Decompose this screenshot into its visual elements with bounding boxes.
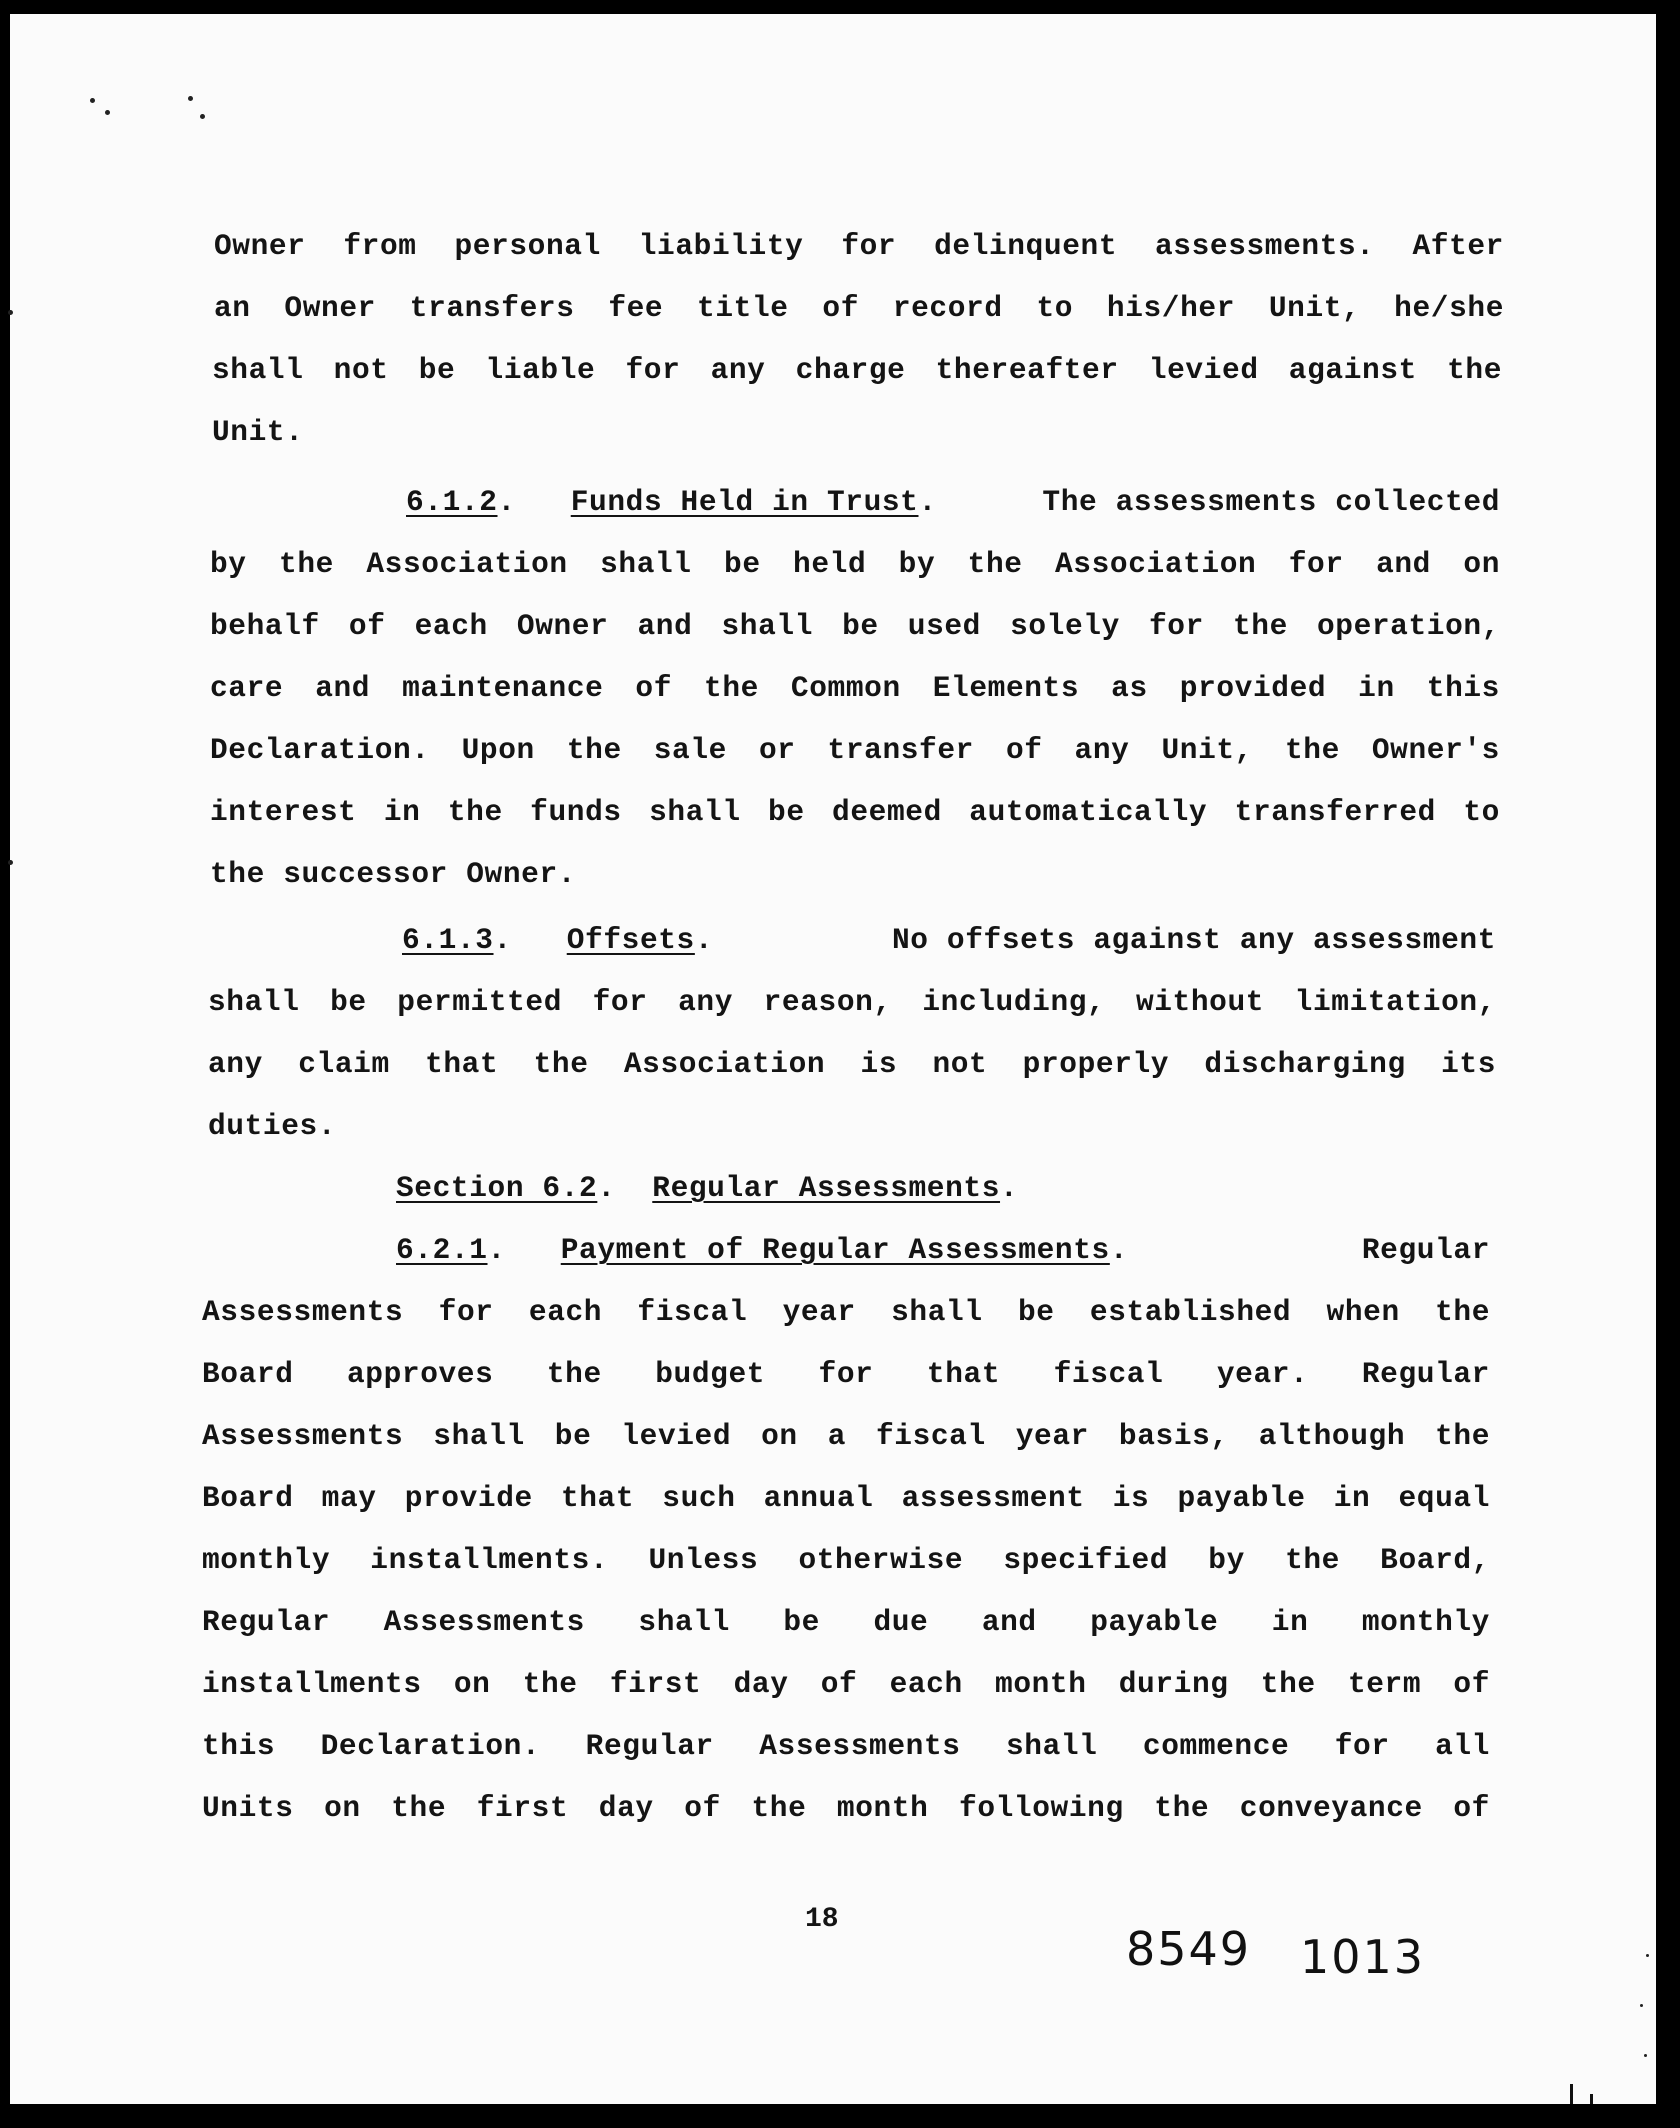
- subsection-number: 6.1.2: [406, 485, 498, 519]
- body-text-line: an Owner transfers fee title of record to his/her Unit, he/she: [214, 291, 1504, 325]
- body-text-line: Regular Assessments shall be due and payable in monthly: [202, 1605, 1490, 1639]
- subsection-heading: Offsets: [566, 923, 695, 957]
- subsection-621-heading-line: 6.2.1. Payment of Regular Assessments. Regular: [396, 1233, 1490, 1267]
- body-text-line: installments on the first day of each month during the term of: [202, 1667, 1490, 1701]
- scan-edge-mark: [1570, 2084, 1573, 2104]
- recording-stamp-page: 1013: [1300, 1930, 1426, 1984]
- body-text-line: interest in the funds shall be deemed automatically transferred to: [210, 795, 1500, 829]
- body-text-line: duties.: [208, 1109, 337, 1143]
- body-text: No offsets against any assessment: [892, 923, 1496, 957]
- body-text-line: Board approves the budget for that fiscal year. Regular: [202, 1357, 1490, 1391]
- body-text-line: this Declaration. Regular Assessments shall commence for all: [202, 1729, 1490, 1763]
- body-text: Regular: [1361, 1233, 1490, 1267]
- subsection-heading: Payment of Regular Assessments: [560, 1233, 1110, 1267]
- body-text-line: care and maintenance of the Common Elements as provided in this: [210, 671, 1500, 705]
- body-text-line: Units on the first day of the month following the conveyance of: [202, 1791, 1490, 1825]
- section-label: Section 6.2: [396, 1171, 598, 1205]
- body-text-line: Assessments shall be levied on a fiscal year basis, although the: [202, 1419, 1490, 1453]
- scan-edge-mark: [1590, 2094, 1593, 2104]
- body-text-line: Owner from personal liability for delinquent assessments. After: [214, 229, 1504, 263]
- recording-stamp-book: 8549: [1126, 1922, 1252, 1976]
- subsection-number: 6.1.3: [402, 923, 494, 957]
- subsection-612-heading-line: 6.1.2. Funds Held in Trust. The assessments collected: [406, 485, 1500, 519]
- body-text-line: Board may provide that such annual assessment is payable in equal: [202, 1481, 1490, 1515]
- body-text-line: Declaration. Upon the sale or transfer of any Unit, the Owner's: [210, 733, 1500, 767]
- subsection-number: 6.2.1: [396, 1233, 488, 1267]
- body-text-line: by the Association shall be held by the Association for and on: [210, 547, 1500, 581]
- document-page: [10, 14, 1656, 2104]
- body-text-line: shall not be liable for any charge thereafter levied against the: [212, 353, 1502, 387]
- subsection-613-heading-line: 6.1.3. Offsets. No offsets against any assessment: [402, 923, 1496, 957]
- body-text-line: the successor Owner.: [210, 857, 577, 891]
- body-text-line: monthly installments. Unless otherwise specified by the Board,: [202, 1543, 1490, 1577]
- body-text-line: Assessments for each fiscal year shall be established when the: [202, 1295, 1490, 1329]
- page-number: 18: [805, 1904, 839, 1935]
- section-title: Regular Assessments: [652, 1171, 1001, 1205]
- body-text: The assessments collected: [1042, 485, 1500, 519]
- section-62-heading: Section 6.2. Regular Assessments.: [396, 1171, 1019, 1205]
- body-text-line: Unit.: [212, 415, 304, 449]
- body-text-line: shall be permitted for any reason, including, without limitation,: [208, 985, 1496, 1019]
- subsection-heading: Funds Held in Trust: [570, 485, 919, 519]
- body-text-line: any claim that the Association is not properly discharging its: [208, 1047, 1496, 1081]
- body-text-line: behalf of each Owner and shall be used solely for the operation,: [210, 609, 1500, 643]
